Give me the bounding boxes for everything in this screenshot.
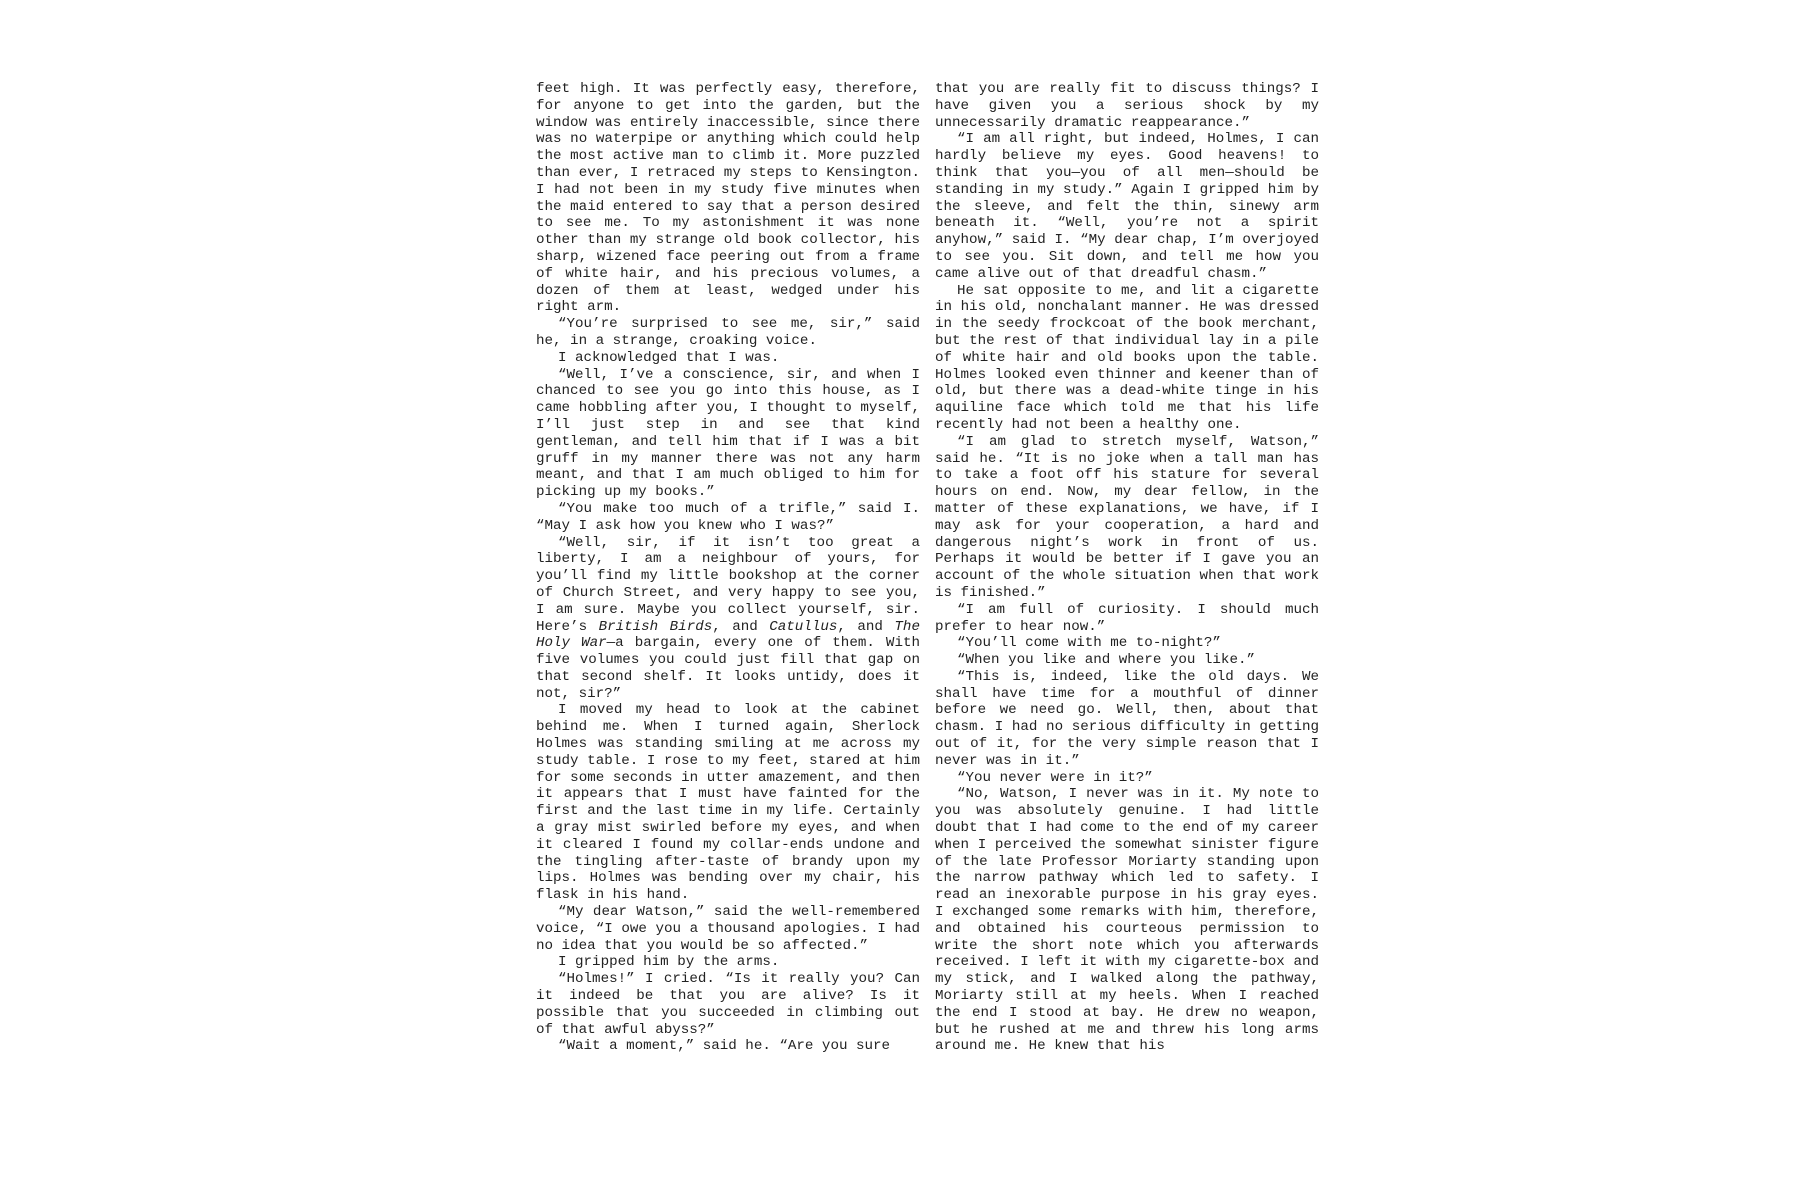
paragraph: “No, Watson, I never was in it. My note to you was absolutely genuine. I had little doubt that I had come to the end of my career when I perceived the somewhat sinister figure of the late Professor Moriarty standing upon the narrow pathway which led to safety. I read an inexorable purpose in his gray eyes. I exchanged some remarks with him, therefore, and obtained his courteous permission to write the short note which you afterwards received. I left it with my cigarette-box and my stick, and I walked along the pathway, Moriarty still at my heels. When I reached the end I stood at bay. He drew no weapon, but he rushed at me and threw his long arms around me. He knew that his: [935, 786, 1319, 1055]
paragraph: “I am all right, but indeed, Holmes, I can hardly believe my eyes. Good heavens! to think that you—you of all men—should be standing in my study.” Again I gripped him by the sleeve, and felt the thin, sinewy arm beneath it. “Well, you’re not a spirit anyhow,” said I. “My dear chap, I’m overjoyed to see you. Sit down, and tell me how you came alive out of that dreadful chasm.”: [935, 131, 1319, 282]
paragraph: “You make too much of a trifle,” said I. “May I ask how you knew who I was?”: [536, 500, 920, 534]
paragraph: “You’ll come with me to-night?”: [957, 635, 1221, 652]
paragraph: I acknowledged that I was.: [558, 349, 780, 366]
paragraph: “You never were in it?”: [957, 769, 1153, 786]
paragraph: feet high. It was perfectly easy, therefore, for anyone to get into the garden, but the window was entirely inaccessible, since there was no waterpipe or anything which could help the most active man to climb it. More puzzled than ever, I retraced my steps to Kensington. I had not been in my study five minutes when the maid entered to say that a person desired to see me. To my astonishment it was none other than my strange old book collector, his sharp, wizened face peering out from a frame of white hair, and his precious volumes, a dozen of them at least, wedged under his right arm.: [536, 81, 920, 316]
paragraph-with-book-titles: “Well, sir, if it isn’t too great a liberty, I am a neighbour of yours, for you’ll find my little bookshop at the corner of Church Street, and very happy to see you, I am sure. Maybe you collect yourself, sir. Here’s British Birds, and Catullus, and The Holy War—a bargain, every one of them. With five volumes you could just fill that gap on that second shelf. It looks untidy, does it not, sir?”: [536, 534, 920, 702]
paragraph: “This is, indeed, like the old days. We shall have time for a mouthful of dinner before we need go. Well, then, about that chasm. I had no serious difficulty in getting out of it, for the very simple reason that I never was in it.”: [935, 668, 1319, 769]
book-title: The Holy War: [536, 618, 920, 652]
left-text-column: [536, 81, 920, 1055]
paragraph: I moved my head to look at the cabinet behind me. When I turned again, Sherlock Holmes was standing smiling at me across my study table. I rose to my feet, stared at him for some seconds in utter amazement, and then it appears that I must have fainted for the first and the last time in my life. Certainly a gray mist swirled before my eyes, and when it cleared I found my collar-ends undone and the tingling after-taste of brandy upon my lips. Holmes was bending over my chair, his flask in his hand.: [536, 702, 920, 904]
paragraph: “When you like and where you like.”: [957, 652, 1255, 669]
paragraph: “You’re surprised to see me, sir,” said he, in a strange, croaking voice.: [536, 316, 920, 349]
paragraph: “I am glad to stretch myself, Watson,” said he. “It is no joke when a tall man has to take a foot off his stature for several hours on end. Now, my dear fellow, in the matter of these explanations, we have, if I may ask for your cooperation, a hard and dangerous night’s work in front of us. Perhaps it would be better if I gave you an account of the whole situation when that work is finished.”: [935, 433, 1319, 601]
book-title: British Birds: [598, 618, 713, 635]
book-title: Catullus: [769, 618, 838, 635]
paragraph: “My dear Watson,” said the well-remembered voice, “I owe you a thousand apologies. I had no idea that you would be so affected.”: [536, 904, 920, 954]
paragraph: “I am full of curiosity. I should much prefer to hear now.”: [935, 601, 1319, 635]
paragraph: “Well, I’ve a conscience, sir, and when I chanced to see you go into this house, as I came hobbling after you, I thought to myself, I’ll just step in and see that kind gentleman, and tell him that if I was a bit gruff in my manner there was not any harm meant, and that I am much obliged to him for picking up my books.”: [536, 366, 920, 501]
paragraph: that you are really fit to discuss things? I have given you a serious shock by my unnecessarily dramatic reappearance.”: [935, 81, 1319, 131]
right-text-column: [935, 81, 1319, 1055]
paragraph: “Holmes!” I cried. “Is it really you? Can it indeed be that you are alive? Is it possible that you succeeded in climbing out of that awful abyss?”: [536, 971, 920, 1038]
paragraph: He sat opposite to me, and lit a cigarette in his old, nonchalant manner. He was dressed in the seedy frockcoat of the book merchant, but the rest of that individual lay in a pile of white hair and old books upon the table. Holmes looked even thinner and keener than of old, but there was a dead-white tinge in his aquiline face which told me that his life recently had not been a healthy one.: [935, 282, 1319, 433]
paragraph: “Wait a moment,” said he. “Are you sure: [558, 1038, 891, 1055]
paragraph: I gripped him by the arms.: [558, 954, 780, 971]
